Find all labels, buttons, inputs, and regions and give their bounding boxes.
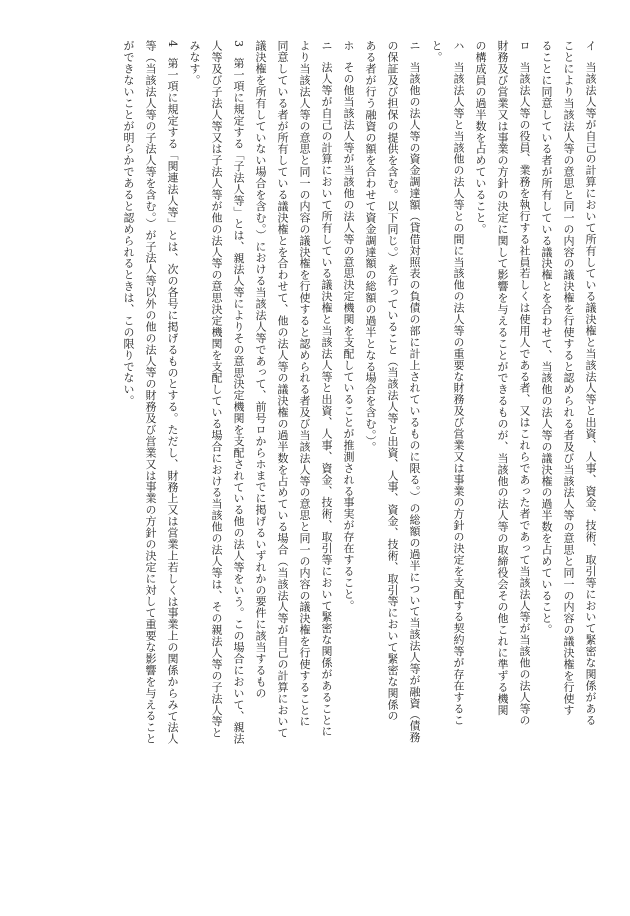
paragraph-number-4: 4 bbox=[166, 40, 179, 48]
text-column bbox=[384, 40, 400, 860]
column-text: その他当該法人等が当該他の法人等の意思決定機関を支配していることが推測される事実が存在すること。 bbox=[342, 61, 355, 612]
text-column bbox=[120, 40, 136, 860]
text-column bbox=[450, 40, 466, 860]
column-text: 当該法人等の役員、業務を執行する社員若しくは使用人である者、又はこれらであった者であって当該法人等が当該他の法人等の bbox=[518, 61, 531, 726]
column-text: 人等及び子法人等又は子法人等が他の法人等の意思決定機関を支配している場合における当該他の法人等は、その親法人等の子法人等と bbox=[210, 40, 223, 739]
text-column bbox=[494, 40, 510, 860]
column-text: 第一項に規定する「子法人等」とは、親法人等によりその意思決定機関を支配されている他の法人等をいう。この場合において、親法 bbox=[232, 57, 245, 745]
text-column bbox=[362, 40, 378, 860]
item-marker-ni-2: ニ bbox=[320, 40, 333, 52]
text-column bbox=[296, 40, 312, 860]
column-text: ができないことが明らかであると認められるときは、この限りでない。 bbox=[122, 40, 135, 407]
text-column bbox=[472, 40, 488, 860]
text-column bbox=[428, 40, 444, 860]
column-text: より当該法人等の意思と同一の内容の議決権を行使すると認められる者及び当該法人等の意思と同一の内容の議決権を行使することに bbox=[298, 40, 311, 727]
text-column bbox=[340, 40, 356, 860]
item-marker-ro: ロ bbox=[518, 40, 531, 52]
text-column bbox=[318, 40, 334, 860]
column-text: 同意している者が所有している議決権とを合わせて、他の法人等の議決権の過半数を占めている場合（当該法人等が自己の計算において bbox=[276, 40, 289, 739]
column-text: ある者が行う融資の額を合わせて資金調達額の総額の過半となる場合を含む。）。 bbox=[364, 40, 377, 453]
text-column bbox=[560, 40, 576, 860]
paragraph-number-3: 3 bbox=[232, 40, 245, 48]
column-text: と。 bbox=[430, 40, 443, 63]
item-marker-ni: ニ bbox=[408, 40, 421, 52]
text-column bbox=[230, 40, 246, 860]
item-marker-i: イ bbox=[584, 40, 597, 52]
column-text: 当該他の法人等の資金調達額（貸借対照表の負債の部に計上されているものに限る。）の総額の過半について当該法人等が融資（債務 bbox=[408, 61, 421, 743]
text-column bbox=[208, 40, 224, 860]
text-column bbox=[538, 40, 554, 860]
column-text: 当該法人等が自己の計算において所有している議決権と当該法人等と出資、人事、資金、技術、取引等において緊密な関係がある bbox=[584, 61, 597, 726]
column-text: 財務及び営業又は事業の方針の決定に関して影響を与えることができるものが、当該他の法人等の取締役会その他これに準ずる機関 bbox=[496, 40, 509, 716]
item-marker-ha: ハ bbox=[452, 40, 465, 52]
column-text: ことにより当該法人等の意思と同一の内容の議決権を行使すると認められる者及び当該法人等の意思と同一の内容の議決権を行使す bbox=[562, 40, 575, 716]
text-column bbox=[164, 40, 180, 860]
column-text: の構成員の過半数を占めていること。 bbox=[474, 40, 487, 235]
column-text: 当該法人等と当該他の法人等との間に当該他の法人等の重要な財務及び営業又は事業の方針の決定を支配する契約等が存在するこ bbox=[452, 61, 465, 726]
text-column bbox=[406, 40, 422, 860]
text-column bbox=[274, 40, 290, 860]
column-text: 議決権を所有していない場合を含む。）における当該法人等であって、前号ロからホまでに掲げるいずれかの要件に該当するもの bbox=[254, 40, 267, 699]
text-column bbox=[252, 40, 268, 860]
column-text: ることに同意している者が所有している議決権とを合わせて、当該他の法人等の議決権の過半数を占めていること。 bbox=[540, 40, 553, 636]
text-column bbox=[582, 40, 598, 860]
column-text: 法人等が自己の計算において所有している議決権と当該法人等と出資、人事、資金、技術、取引等において緊密な関係があることに bbox=[320, 61, 333, 738]
column-text: 第一項に規定する「関連法人等」とは、次の各号に掲げるものとする。ただし、財務上又は営業上若しくは事業上の関係からみて法人 bbox=[166, 57, 179, 745]
text-column bbox=[142, 40, 158, 860]
text-column bbox=[516, 40, 532, 860]
column-text: の保証及び担保の提供を含む。以下同じ。）を行っていること（当該法人等と出資、人事、資金、技術、取引等において緊密な関係の bbox=[386, 40, 399, 722]
text-column bbox=[186, 40, 202, 860]
column-text: みなす。 bbox=[188, 40, 201, 86]
column-text: 等（当該法人等の子法人等を含む。）が子法人等以外の他の法人等の財務及び営業又は事業の方針の決定に対して重要な影響を与えること bbox=[144, 40, 157, 745]
item-marker-ho: ホ bbox=[342, 40, 355, 52]
